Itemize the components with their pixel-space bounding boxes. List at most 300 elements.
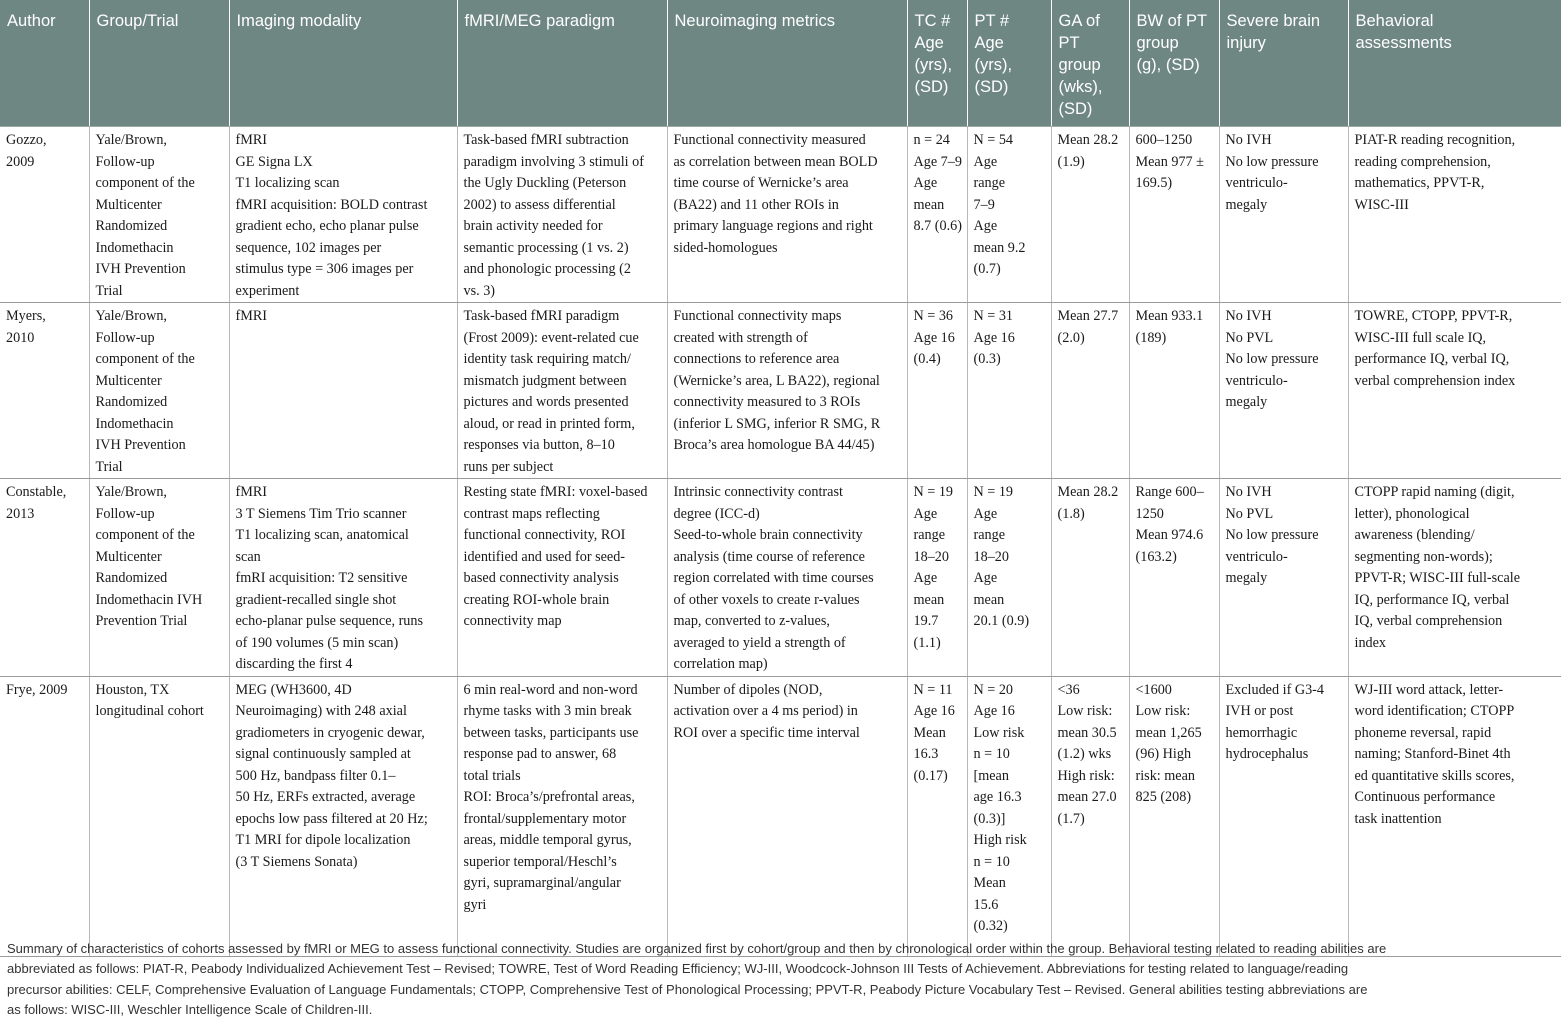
footnote-line: abbreviated as follows: PIAT-R, Peabody Individualized Achievement Test – Revised; TOWRE, Test of Word Reading Efficiency; WJ-III, Woodcock-Johnson III Tests of Achievement. Abbreviations for testing related to language/reading	[7, 961, 1349, 977]
cell-line: experiment	[235, 282, 300, 299]
cell-line: High risk	[973, 832, 1027, 848]
cell-line: Mean 28.2	[1057, 484, 1119, 500]
header-line: (g), (SD)	[1136, 56, 1200, 74]
cell-line: identity task requiring match/	[463, 351, 631, 367]
ga-cell	[1051, 303, 1129, 479]
cell-line: task inattention	[1354, 810, 1442, 827]
group-trial-cell	[89, 303, 229, 479]
cell-line: Excluded if G3-4	[1225, 681, 1324, 698]
cell-line: WISC-III full scale IQ,	[1354, 329, 1487, 346]
footnote-line: as follows: WISC-III, Weschler Intelligence Scale of Children-III.	[7, 1001, 373, 1017]
behavioral-cell	[1348, 303, 1561, 479]
header-line: injury	[1226, 34, 1266, 52]
author-cell	[0, 303, 89, 479]
cell-line: mismatch judgment between	[463, 372, 627, 389]
cell-line: (96) High	[1135, 746, 1192, 762]
cell-line: Age	[973, 218, 998, 234]
cell-line: Follow-up	[95, 329, 155, 346]
cell-line: averaged to yield a strength of	[673, 634, 846, 651]
cell-line: region correlated with time courses	[673, 570, 874, 586]
cell-line: component of the	[95, 351, 195, 367]
cell-line: between tasks, participants use	[463, 724, 639, 741]
cell-line: 500 Hz, bandpass filter 0.1–	[235, 767, 396, 784]
cell-line: of other voxels to create r-values	[673, 591, 860, 608]
cell-line: Indomethacin	[95, 415, 174, 432]
cell-line: Multicenter	[95, 196, 162, 213]
cell-line: 50 Hz, ERFs extracted, average	[235, 789, 416, 805]
header-line: group	[1136, 34, 1179, 52]
cell-line: total trials	[463, 767, 521, 784]
cell-line: response pad to answer, 68	[463, 746, 617, 762]
cell-line: Follow-up	[95, 153, 155, 170]
cell-line: scan	[235, 548, 261, 565]
cell-line: superior temporal/Heschl’s	[463, 853, 617, 870]
pt-age-cell	[967, 676, 1051, 956]
header-paradigm	[457, 0, 667, 127]
cell-line: No PVL	[1225, 505, 1274, 522]
cell-line: Mean 27.7	[1057, 308, 1119, 324]
cell-line: 18–20	[913, 548, 949, 565]
cell-line: No IVH	[1225, 484, 1272, 500]
cell-line: performance IQ, verbal IQ,	[1354, 351, 1510, 367]
cell-line: phoneme reversal, rapid	[1354, 724, 1492, 741]
cell-line: GE Signa LX	[235, 153, 313, 170]
cell-line: Age 16	[913, 703, 955, 719]
cell-line: Age 7–9	[913, 153, 962, 170]
cell-line: 3 T Siemens Tim Trio scanner	[235, 505, 407, 522]
cell-line: degree (ICC-d)	[673, 505, 760, 522]
cell-line: Randomized	[95, 570, 168, 586]
cell-line: Houston, TX	[95, 681, 170, 698]
cell-line: created with strength of	[673, 329, 808, 346]
cell-line: Age 16	[973, 703, 1015, 719]
header-author	[0, 0, 89, 127]
cell-line: primary language regions and right	[673, 218, 873, 234]
cell-line: fmRI acquisition: T2 sensitive	[235, 570, 408, 586]
cell-line: index	[1354, 634, 1387, 651]
author-cell	[0, 127, 89, 303]
cell-line: (2.0)	[1057, 329, 1085, 346]
cell-line: Myers,	[6, 308, 46, 324]
cell-line: mean	[973, 591, 1005, 608]
header-ga-pt-group	[1051, 0, 1129, 127]
cell-line: range	[913, 527, 946, 543]
cell-line: analysis (time course of reference	[673, 548, 865, 565]
cell-line: (0.7)	[973, 261, 1001, 277]
ga-cell	[1051, 676, 1129, 956]
cell-line: vs. 3)	[463, 282, 496, 299]
cell-line: Broca’s area homologue BA 44/45)	[673, 437, 875, 453]
cell-line: Seed-to-whole brain connectivity	[673, 527, 863, 543]
cell-line: (Wernicke’s area, L BA22), regional	[673, 372, 880, 389]
metrics-cell	[667, 127, 907, 303]
cell-line: letter), phonological	[1354, 505, 1470, 522]
cell-line: Age 16	[973, 329, 1015, 346]
paradigm-cell	[457, 479, 667, 677]
behavioral-cell	[1348, 479, 1561, 677]
cell-line: N = 36	[913, 308, 954, 324]
cell-line: hemorrhagic	[1225, 724, 1298, 741]
cell-line: and phonologic processing (2	[463, 261, 631, 277]
cell-line: gradient-recalled single shot	[235, 591, 397, 608]
header-line: Author	[7, 12, 56, 30]
footnote-line: Summary of characteristics of cohorts assessed by fMRI or MEG to assess functional connectivity. Studies are organized first by cohort/group and then by chronological order within the group. Behavioral testing related to reading abilities are	[7, 941, 1387, 956]
cell-line: 20.1 (0.9)	[973, 613, 1030, 629]
group-trial-cell	[89, 127, 229, 303]
metrics-cell	[667, 676, 907, 956]
header-line: PT #	[974, 12, 1010, 30]
cell-line: gradiometers in cryogenic dewar,	[235, 724, 425, 741]
cell-line: Range 600–	[1135, 484, 1204, 500]
cell-line: 2002) to assess differential	[463, 196, 616, 213]
cell-line: <1600	[1135, 681, 1172, 698]
cell-line: Task-based fMRI subtraction	[463, 132, 629, 148]
header-severe-brain-injury	[1219, 0, 1348, 127]
cell-line: Trial	[95, 282, 123, 299]
cell-line: megaly	[1225, 394, 1268, 410]
cell-line: Task-based fMRI paradigm	[463, 308, 620, 324]
cell-line: Mean 974.6	[1135, 527, 1204, 543]
behavioral-cell	[1348, 676, 1561, 956]
cell-line: mean 27.0	[1057, 789, 1117, 805]
cell-line: risk: mean	[1135, 767, 1195, 784]
cell-line: (1.1)	[913, 634, 941, 651]
header-line: (SD)	[1058, 100, 1093, 118]
cell-line: 7–9	[973, 196, 995, 213]
brain-injury-cell	[1219, 127, 1348, 303]
cell-line: rhyme tasks with 3 min break	[463, 703, 632, 719]
cell-line: (1.8)	[1057, 505, 1085, 522]
cell-line: Age	[913, 175, 938, 191]
cell-line: Prevention Trial	[95, 613, 188, 629]
cell-line: Gozzo,	[6, 132, 47, 148]
cell-line: word identification; CTOPP	[1354, 703, 1515, 719]
cell-line: (1.9)	[1057, 153, 1085, 170]
cell-line: component of the	[95, 175, 195, 191]
bw-cell	[1129, 127, 1219, 303]
table-row	[0, 676, 1561, 956]
cell-line: High risk:	[1057, 767, 1115, 784]
paradigm-cell	[457, 303, 667, 479]
cell-line: MEG (WH3600, 4D	[235, 681, 352, 698]
cell-line: gradient echo, echo planar pulse	[235, 218, 419, 234]
cell-line: No low pressure	[1225, 153, 1319, 170]
cell-line: TOWRE, CTOPP, PPVT-R,	[1354, 308, 1513, 324]
cell-line: Indomethacin IVH	[95, 591, 203, 608]
cell-line: Continuous performance	[1354, 789, 1496, 805]
cell-line: functional connectivity, ROI	[463, 527, 626, 543]
cell-line: ventriculo-	[1225, 372, 1288, 389]
cell-line: time course of Wernicke’s area	[673, 175, 849, 191]
cell-line: (0.4)	[913, 351, 941, 367]
ga-cell	[1051, 127, 1129, 303]
cell-line: 825 (208)	[1135, 789, 1192, 805]
cell-line: mathematics, PPVT-R,	[1354, 175, 1485, 191]
cell-line: responses via button, 8–10	[463, 437, 615, 453]
cell-line: T1 localizing scan, anatomical	[235, 527, 409, 543]
footnote-line: precursor abilities: CELF, Comprehensive Evaluation of Language Fundamentals; CTOPP, Comprehensive Test of Phonological Processing; PPVT-R, Peabody Picture Vocabulary Test – Revised. General abilities testing abbreviations are	[7, 981, 1368, 997]
metrics-cell	[667, 479, 907, 677]
cell-line: (0.3)	[973, 351, 1001, 367]
imaging-modality-cell	[229, 479, 457, 677]
header-line: (yrs),	[914, 56, 953, 74]
cell-line: 6 min real-word and non-word	[463, 681, 638, 698]
cell-line: contrast maps reflecting	[463, 505, 600, 522]
cell-line: as correlation between mean BOLD	[673, 153, 878, 170]
cell-line: ROI over a specific time interval	[673, 724, 860, 741]
tc-age-cell	[907, 303, 967, 479]
tc-age-cell	[907, 676, 967, 956]
cell-line: paradigm involving 3 stimuli of	[463, 153, 644, 170]
header-line: (wks),	[1058, 78, 1103, 96]
cell-line: gyri, supramarginal/angular	[463, 875, 621, 891]
cell-line: (0.3)]	[973, 810, 1006, 827]
paradigm-cell	[457, 676, 667, 956]
cell-line: creating ROI-whole brain	[463, 591, 610, 608]
cell-line: Age	[913, 505, 938, 522]
header-line: assessments	[1355, 34, 1452, 52]
table-row	[0, 479, 1561, 677]
cell-line: 2009	[6, 153, 35, 170]
cell-line: range	[973, 175, 1006, 191]
brain-injury-cell	[1219, 479, 1348, 677]
cell-line: 16.3	[913, 746, 939, 762]
cell-line: mean	[913, 196, 945, 213]
cell-line: ed quantitative skills scores,	[1354, 767, 1515, 784]
cell-line: mean	[913, 591, 945, 608]
cell-line: Frye, 2009	[6, 681, 68, 698]
header-tc-age	[907, 0, 967, 127]
cell-line: gyri	[463, 896, 487, 913]
tc-age-cell	[907, 127, 967, 303]
imaging-modality-cell	[229, 676, 457, 956]
cell-line: IQ, verbal comprehension	[1354, 613, 1503, 629]
cell-line: (1.2) wks	[1057, 746, 1112, 762]
cell-line: 2010	[6, 329, 35, 346]
cell-line: (inferior L SMG, inferior R SMG, R	[673, 415, 881, 432]
cell-line: signal continuously sampled at	[235, 746, 411, 762]
cell-line: the Ugly Duckling (Peterson	[463, 175, 627, 191]
cell-line: mean 9.2	[973, 239, 1026, 256]
header-line: Age	[914, 34, 944, 52]
brain-injury-cell	[1219, 303, 1348, 479]
cell-line: Mean 933.1	[1135, 308, 1204, 324]
cell-line: Age	[973, 153, 998, 170]
header-line: TC #	[914, 12, 951, 30]
ga-cell	[1051, 479, 1129, 677]
author-cell	[0, 479, 89, 677]
cell-line: PIAT-R reading recognition,	[1354, 132, 1516, 148]
cell-line: Low risk:	[1135, 703, 1191, 719]
cell-line: verbal comprehension index	[1354, 372, 1516, 389]
cell-line: n = 10	[973, 746, 1010, 762]
group-trial-cell	[89, 479, 229, 677]
cell-line: N = 31	[973, 308, 1014, 324]
cell-line: Neuroimaging) with 248 axial	[235, 703, 407, 719]
cell-line: n = 10	[973, 853, 1010, 870]
cell-line: runs per subject	[463, 458, 554, 475]
cell-line: [mean	[973, 767, 1009, 784]
cell-line: Low risk	[973, 724, 1025, 741]
header-line: (SD)	[974, 78, 1009, 96]
header-line: Group/Trial	[96, 12, 179, 30]
cell-line: 169.5)	[1135, 175, 1173, 191]
paradigm-cell	[457, 127, 667, 303]
cell-line: sequence, 102 images per	[235, 239, 382, 256]
author-cell	[0, 676, 89, 956]
cell-line: map, converted to z-values,	[673, 613, 830, 629]
cell-line: N = 19	[973, 484, 1014, 500]
cell-line: megaly	[1225, 196, 1268, 213]
bw-cell	[1129, 676, 1219, 956]
cell-line: connectivity measured to 3 ROIs	[673, 394, 861, 410]
cell-line: Age	[973, 505, 998, 522]
cell-line: CTOPP rapid naming (digit,	[1354, 484, 1515, 500]
cell-line: Age	[913, 570, 938, 586]
imaging-modality-cell	[229, 303, 457, 479]
cell-line: N = 20	[973, 681, 1014, 698]
header-group-trial	[89, 0, 229, 127]
cell-line: of 190 volumes (5 min scan)	[235, 634, 399, 651]
header-line: Behavioral	[1355, 12, 1434, 30]
header-line: PT	[1058, 34, 1080, 52]
header-line: group	[1058, 56, 1101, 74]
cell-line: IVH Prevention	[95, 437, 186, 453]
cell-line: fMRI	[235, 132, 268, 148]
cell-line: mean 1,265	[1135, 724, 1202, 741]
header-line: (SD)	[914, 78, 949, 96]
cell-line: areas, middle temporal gyrus,	[463, 832, 632, 848]
header-line: Age	[974, 34, 1004, 52]
cell-line: N = 54	[973, 132, 1014, 148]
group-trial-cell	[89, 676, 229, 956]
cell-line: brain activity needed for	[463, 218, 603, 234]
cell-line: 15.6	[973, 896, 999, 913]
cell-line: (189)	[1135, 329, 1167, 346]
cell-line: Functional connectivity measured	[673, 132, 866, 148]
cell-line: megaly	[1225, 570, 1268, 586]
cell-line: (Frost 2009): event-related cue	[463, 329, 639, 346]
cell-line: IQ, performance IQ, verbal	[1354, 591, 1510, 608]
cell-line: (163.2)	[1135, 548, 1177, 565]
header-line: fMRI/MEG paradigm	[464, 12, 615, 30]
cell-line: Follow-up	[95, 505, 155, 522]
cell-line: 8.7 (0.6)	[913, 218, 962, 234]
cell-line: activation over a 4 ms period) in	[673, 703, 858, 719]
cell-line: frontal/supplementary motor	[463, 810, 627, 827]
brain-injury-cell	[1219, 676, 1348, 956]
cell-line: Yale/Brown,	[95, 132, 167, 148]
cell-line: N = 19	[913, 484, 954, 500]
header-pt-age	[967, 0, 1051, 127]
header-line: BW of PT	[1136, 12, 1208, 30]
behavioral-cell	[1348, 127, 1561, 303]
cell-line: age 16.3	[973, 789, 1022, 805]
cell-line: IVH Prevention	[95, 261, 186, 277]
cell-line: Yale/Brown,	[95, 484, 167, 500]
cell-line: aloud, or read in printed form,	[463, 415, 635, 432]
cell-line: (1.7)	[1057, 810, 1085, 827]
cell-line: Indomethacin	[95, 239, 174, 256]
cell-line: <36	[1057, 681, 1080, 698]
cell-line: sided-homologues	[673, 239, 778, 256]
pt-age-cell	[967, 303, 1051, 479]
cell-line: component of the	[95, 527, 195, 543]
cell-line: fMRI	[235, 484, 268, 500]
cell-line: Mean 28.2	[1057, 132, 1119, 148]
cell-line: longitudinal cohort	[95, 703, 204, 719]
cell-line: echo-planar pulse sequence, runs	[235, 613, 424, 629]
table-row	[0, 127, 1561, 303]
cell-line: connectivity map	[463, 613, 562, 629]
cell-line: (0.32)	[973, 918, 1008, 934]
header-row	[0, 0, 1561, 127]
cell-line: pictures and words presented	[463, 394, 629, 410]
cell-line: Randomized	[95, 218, 168, 234]
cell-line: n = 24	[913, 132, 950, 148]
cell-line: ROI: Broca’s/prefrontal areas,	[463, 789, 635, 805]
cell-line: ventriculo-	[1225, 175, 1288, 191]
cell-line: T1 MRI for dipole localization	[235, 832, 411, 848]
cell-line: Mean 977 ±	[1135, 153, 1204, 170]
cell-line: IVH or post	[1225, 703, 1294, 719]
bw-cell	[1129, 479, 1219, 677]
cell-line: N = 11	[913, 681, 953, 698]
cell-line: correlation map)	[673, 656, 768, 672]
cell-line: connections to reference area	[673, 351, 840, 367]
tc-age-cell	[907, 479, 967, 677]
pt-age-cell	[967, 479, 1051, 677]
cell-line: awareness (blending/	[1354, 527, 1475, 543]
bw-cell	[1129, 303, 1219, 479]
cell-line: No PVL	[1225, 329, 1274, 346]
header-behavioral-assessments	[1348, 0, 1561, 127]
cell-line: 18–20	[973, 548, 1009, 565]
cell-line: No IVH	[1225, 308, 1272, 324]
cell-line: Constable,	[6, 484, 67, 500]
cell-line: stimulus type = 306 images per	[235, 261, 414, 277]
cell-line: Resting state fMRI: voxel-based	[463, 484, 648, 500]
cell-line: No IVH	[1225, 132, 1272, 148]
cell-line: fMRI acquisition: BOLD contrast	[235, 196, 428, 213]
cell-line: (0.17)	[913, 767, 948, 784]
header-line: Imaging modality	[236, 12, 362, 30]
cell-line: 600–1250	[1135, 132, 1193, 148]
cell-line: identified and used for seed-	[463, 548, 626, 565]
cell-line: epochs low pass filtered at 20 Hz;	[235, 810, 428, 827]
cell-line: WISC-III	[1354, 196, 1409, 213]
cell-line: PPVT-R; WISC-III full-scale	[1354, 570, 1521, 586]
cell-line: Number of dipoles (NOD,	[673, 681, 823, 698]
header-neuroimaging-metrics	[667, 0, 907, 127]
cell-line: (3 T Siemens Sonata)	[235, 853, 358, 870]
cell-line: Mean	[973, 875, 1006, 891]
header-line: Severe brain	[1226, 12, 1321, 30]
cell-line: (BA22) and 11 other ROIs in	[673, 196, 839, 213]
cell-line: Yale/Brown,	[95, 308, 167, 324]
cell-line: fMRI	[235, 308, 268, 324]
header-imaging-modality	[229, 0, 457, 127]
cell-line: Age	[973, 570, 998, 586]
cell-line: Randomized	[95, 394, 168, 410]
cell-line: discarding the first 4	[235, 656, 353, 672]
cell-line: semantic processing (1 vs. 2)	[463, 239, 629, 256]
pt-age-cell	[967, 127, 1051, 303]
cell-line: Low risk:	[1057, 703, 1113, 719]
cell-line: 1250	[1135, 505, 1164, 522]
metrics-cell	[667, 303, 907, 479]
cell-line: No low pressure	[1225, 527, 1319, 543]
